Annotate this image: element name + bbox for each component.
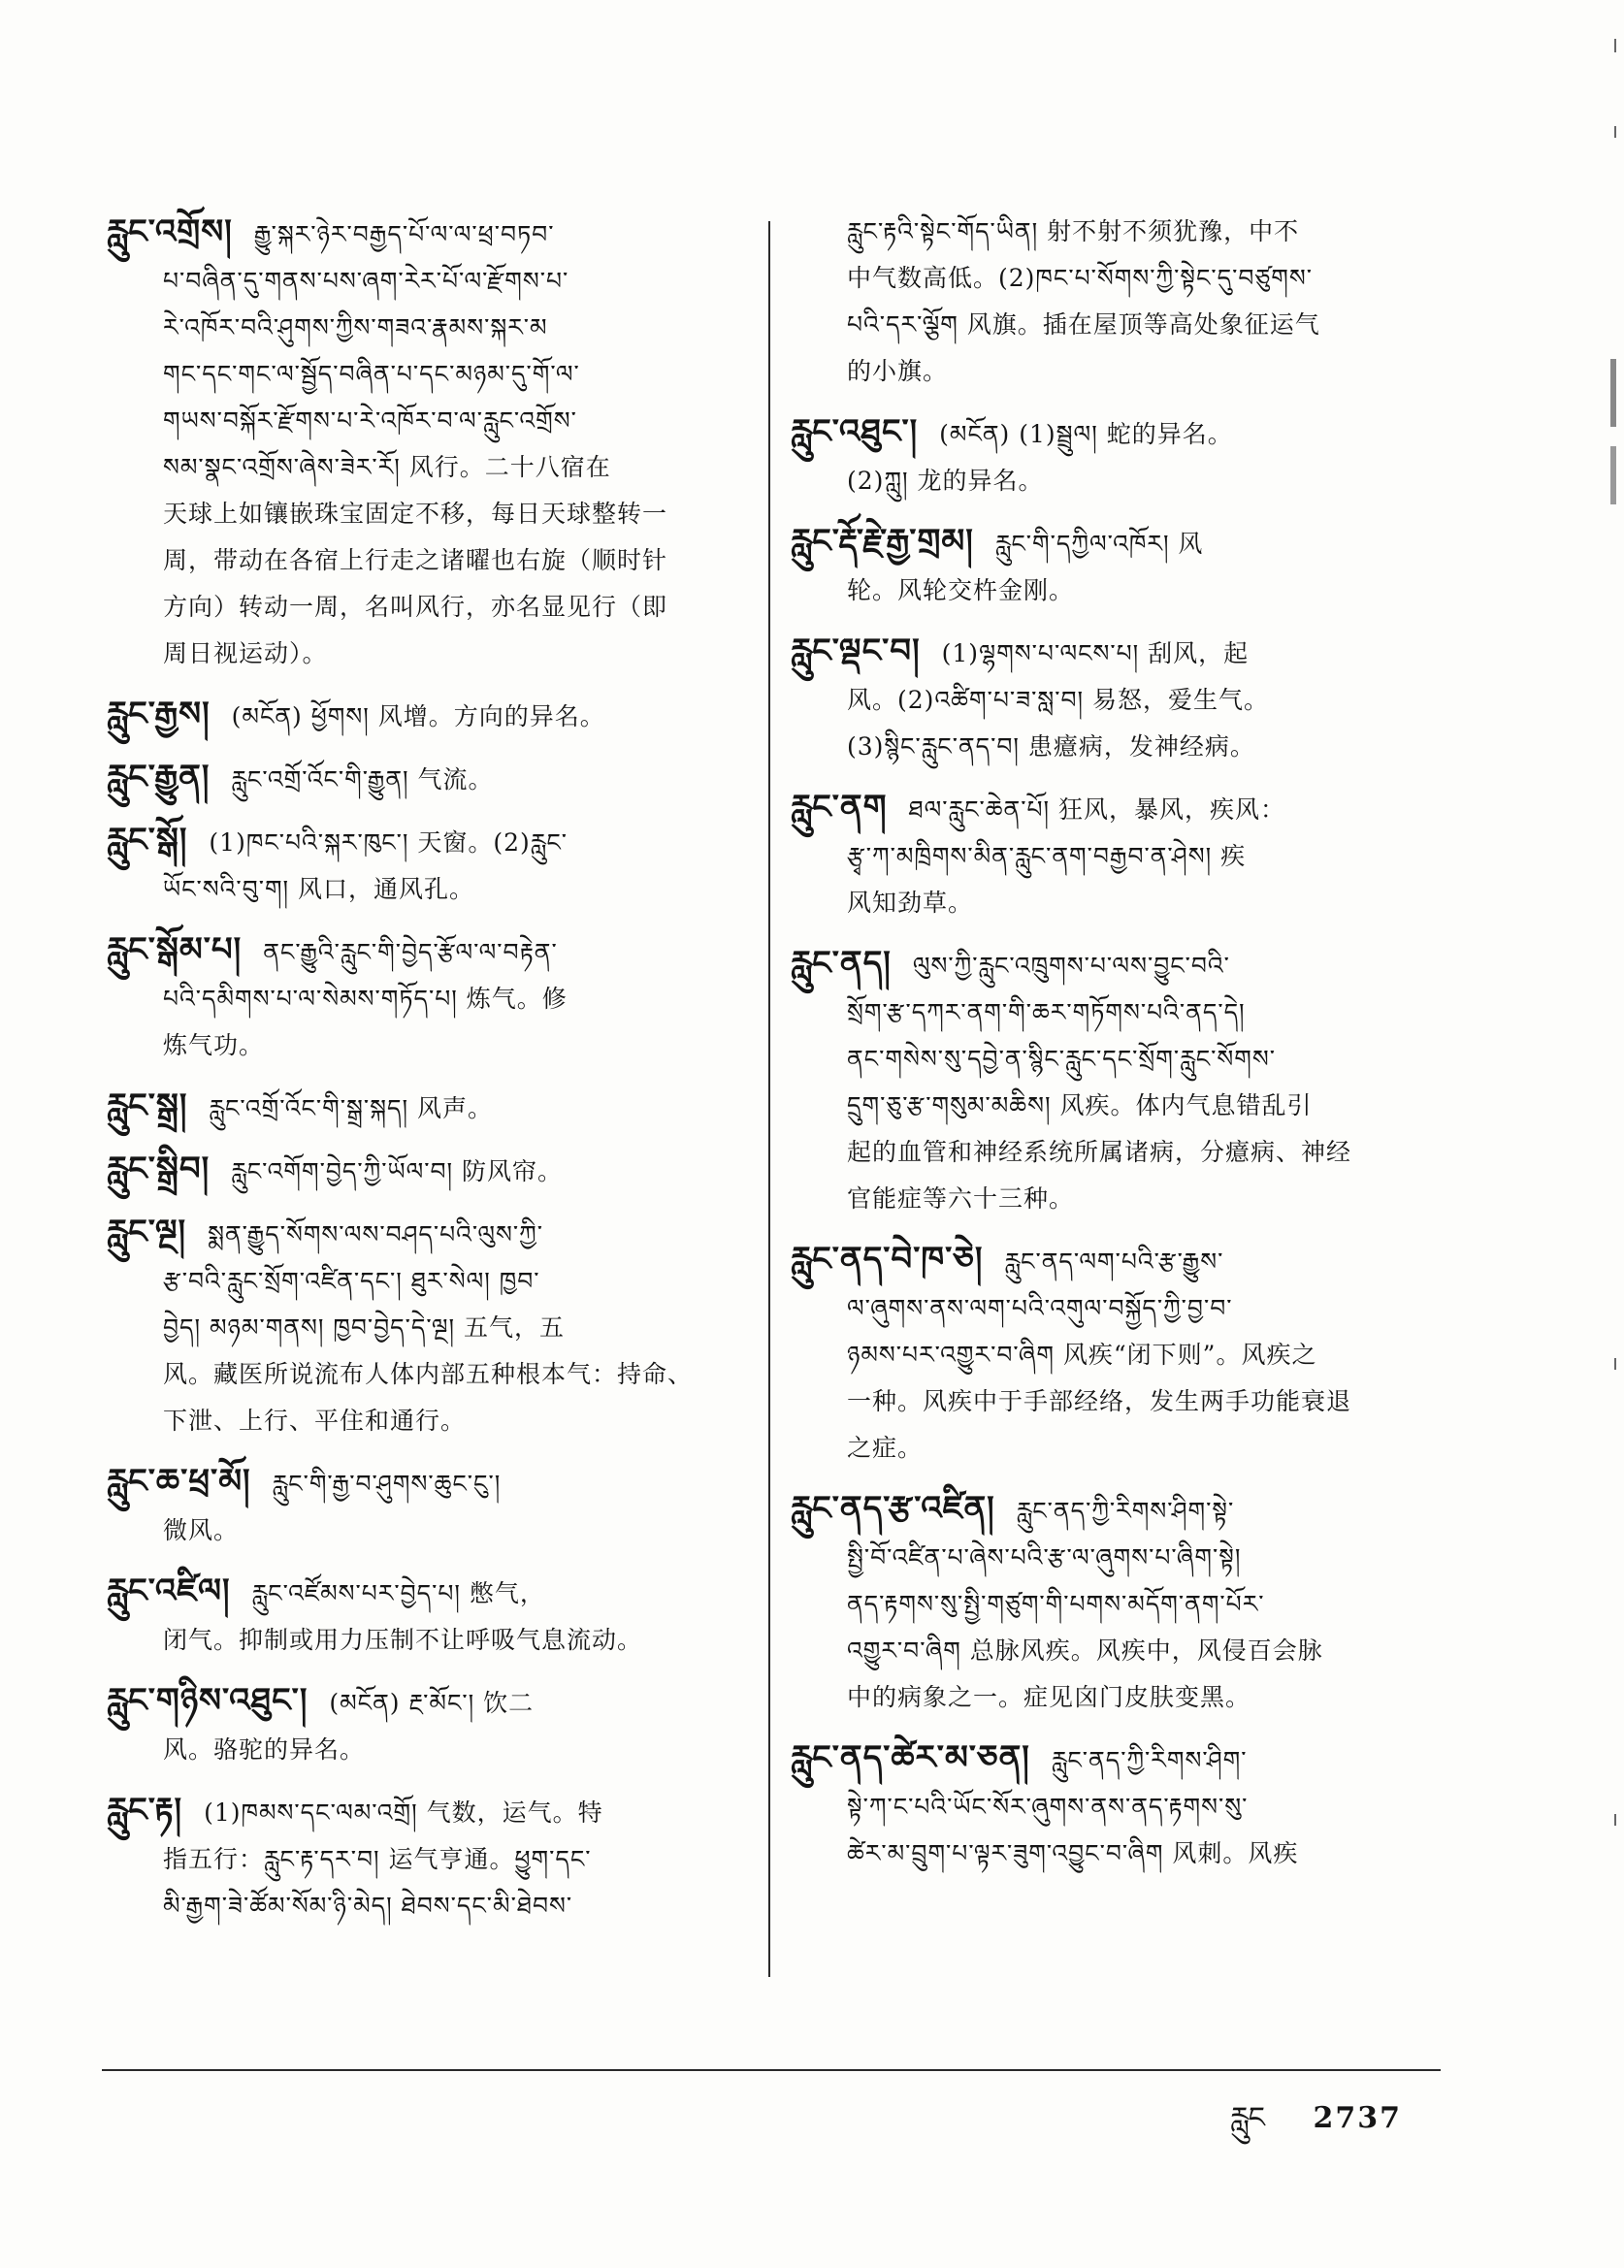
- entry-line: ཚེར་མ་བྲུག་པ་ལྟར་ཟུག་འབྱུང་བ་ཞིག 风刺。风疾: [847, 1839, 1299, 1867]
- entry-line: ཡོང་སའི་བུ་ག། 风口，通风孔。: [163, 875, 475, 903]
- entry-line: (2)ཀླུ། 龙的异名。: [847, 467, 1044, 495]
- entry-line: རླུང་འགོག་བྱེད་ཀྱི་ཡོལ་བ། 防风帘。: [231, 1157, 564, 1185]
- dictionary-entry: [107, 1568, 737, 1664]
- entry-headword: རླུང་ནད།: [791, 944, 892, 983]
- entry-line: 起的血管和神经系统所属诸病，分癔病、神经: [847, 1138, 1352, 1166]
- dictionary-entry: [107, 1146, 737, 1195]
- entry-line: (1)ཁམས་དང་ལམ་འགྲོ། 气数，运气。特: [204, 1798, 603, 1827]
- entry-line: 风知劲草。: [847, 889, 974, 917]
- entry-line: (1)ཁང་པའི་སྐར་ཁུང་། 天窗。(2)རླུང་: [209, 828, 568, 857]
- entry-line: རྩ་བའི་རླུང་སྲོག་འཛིན་དང་། ཐུར་སེལ། ཁྱབ་: [163, 1267, 540, 1295]
- entry-line: རླུང་རྟའི་སྟེང་གོད་ཡིན། 射不射不须犹豫，中不: [847, 217, 1300, 245]
- dictionary-entry: [107, 817, 737, 913]
- entry-line: ལུས་ཀྱི་རླུང་འཁྲུགས་པ་ལས་བྱུང་བའི་: [912, 952, 1230, 980]
- entry-line: གཡས་བསྐོར་རྫོགས་པ་རེ་འཁོར་བ་ལ་རླུང་འགྲོས་: [163, 406, 577, 435]
- dictionary-entry: [107, 1209, 737, 1444]
- entry-line: རླུང་ནད་ལག་པའི་རྩ་རྒྱུས་: [1004, 1247, 1224, 1276]
- entry-line: (མངོན) རྔ་མོང་། 饮二: [329, 1689, 535, 1717]
- entry-headword: རླུང་ཆ་ཕྲ་མོ།: [107, 1462, 251, 1501]
- entry-line: 方向）转动一周，名叫风行，亦名显见行（即: [163, 593, 668, 621]
- entry-line: ནད་རྟགས་སུ་སྤྱི་གཙུག་གི་པགས་མདོག་ནག་པོར་: [847, 1590, 1265, 1618]
- entry-line: ནང་གསེས་སུ་དབྱེ་ན་སྙིང་རླུང་དང་སྲོག་རླུང་སོགས་: [847, 1045, 1276, 1073]
- entry-line: སྤྱི་བོ་འཛིན་པ་ཞེས་པའི་རྩ་ལ་ཞུགས་པ་ཞིག་སྟེ།: [847, 1543, 1242, 1571]
- dictionary-entry: [791, 1236, 1431, 1472]
- entry-line: པའི་དམིགས་པ་ལ་སེམས་གཏོད་པ། 炼气。修: [163, 985, 568, 1013]
- entry-line: འགྱུར་བ་ཞིག 总脉风疾。风疾中，风侵百会脉: [847, 1636, 1323, 1665]
- dictionary-entry: [791, 628, 1431, 770]
- left-column: [107, 209, 737, 1943]
- dictionary-entry: [107, 691, 737, 740]
- entry-line: སྟེ་ཀ་ང་པའི་ཡོང་སོར་ཞུགས་ནས་ནད་རྟགས་སུ་: [847, 1793, 1249, 1821]
- entry-headword: རླུང་རྟ།: [107, 1791, 183, 1830]
- entry-headword: རླུང་རྒྱུན།: [107, 758, 211, 796]
- column-divider: [768, 221, 770, 1977]
- entry-line: 中气数高低。(2)ཁང་པ་སོགས་ཀྱི་སྟེང་དུ་བཙུགས་: [847, 264, 1313, 292]
- dictionary-entry: [107, 754, 737, 803]
- entry-line: 微风。: [163, 1516, 240, 1544]
- entry-line: རླུང་འཛོམས་པར་བྱེད་པ། 憋气，: [251, 1579, 545, 1607]
- entry-line: 闭气。抑制或用力压制不让呼吸气息流动。: [163, 1626, 643, 1654]
- entry-line: ནང་རྒྱུའི་རླུང་གི་བྱེད་རྩོལ་ལ་བརྟེན་: [263, 938, 558, 966]
- entry-line: རེ་འཁོར་བའི་ཤུགས་ཀྱིས་གཟའ་རྣམས་སྐར་མ: [163, 313, 548, 341]
- entry-line: 官能症等六十三种。: [847, 1184, 1075, 1213]
- dictionary-entry: [791, 1485, 1431, 1721]
- dictionary-entry: [107, 1083, 737, 1132]
- entry-line: 指五行：རླུང་རྟ་དར་བ། 运气亨通。ཕྱུག་དང་: [163, 1845, 592, 1873]
- entry-headword: རླུང་རྡོ་རྗེ་རྒྱ་གྲམ།: [791, 522, 974, 561]
- entry-headword: རླུང་སྒྲ།: [107, 1086, 188, 1125]
- entry-line: རླུང་འགྲོ་འོང་གི་སྒྲ་སྐད། 风声。: [209, 1094, 493, 1122]
- entry-line: བྱེད། མཉམ་གནས། ཁྱབ་བྱེད་དེ་ལྔ། 五气，五: [163, 1313, 566, 1342]
- entry-line: 轮。风轮交杵金刚。: [847, 576, 1075, 604]
- entry-line: རླུང་ནད་ཀྱི་རིགས་ཤིག་: [1051, 1746, 1248, 1774]
- entry-headword: རླུང་ནད་ཚེར་མ་ཅན།: [791, 1738, 1030, 1777]
- dictionary-entry: [791, 209, 1431, 395]
- entry-line: (མངོན) (1)སྦྲུལ། 蛇的异名。: [939, 420, 1233, 448]
- dictionary-entry: [107, 1677, 737, 1773]
- entry-headword: རླུང་གཉིས་འཐུང་།: [107, 1681, 309, 1720]
- entry-line: ཐལ་རླུང་ཆེན་པོ། 狂风，暴风，疾风：: [908, 795, 1286, 824]
- dictionary-entry: [107, 1458, 737, 1554]
- page-number: 2737: [1313, 2101, 1403, 2135]
- entry-headword: རླུང་ནད་རྩ་འཛིན།: [791, 1489, 995, 1528]
- entry-line: 的小旗。: [847, 357, 949, 385]
- dictionary-entry: [791, 518, 1431, 614]
- entry-line: གང་དང་གང་ལ་སྦྱོད་བཞིན་པ་དང་མཉམ་དུ་གོ་ལ་: [163, 360, 580, 388]
- entry-line: 风。(2)འཚིག་པ་ཟ་སླ་བ། 易怒，爱生气。: [847, 686, 1269, 714]
- entry-line: 一种。风疾中于手部经络，发生两手功能衰退: [847, 1387, 1352, 1415]
- dictionary-entry: [791, 784, 1431, 926]
- entry-line: རླུང་ནད་ཀྱི་རིགས་ཤིག་སྟེ་: [1016, 1497, 1235, 1525]
- right-column: [791, 209, 1431, 1891]
- entry-headword: རླུང་འཐུང་།: [791, 412, 919, 451]
- entry-line: པའི་དར་ལྕོག 风旗。插在屋顶等高处象征运气: [847, 310, 1320, 339]
- entry-headword: རླུང་འཛིལ།: [107, 1571, 231, 1610]
- entry-line: དྲུག་ཅུ་རྩ་གསུམ་མཆིས། 风疾。体内气息错乱引: [847, 1091, 1313, 1119]
- entry-line: 周日视运动）。: [163, 639, 328, 667]
- entry-headword: རླུང་སྒོ།: [107, 821, 188, 859]
- entry-line: 炼气功。: [163, 1031, 265, 1059]
- dictionary-entry: [791, 1734, 1431, 1877]
- dictionary-entry: [107, 209, 737, 677]
- entry-line: སྨན་རྒྱུད་སོགས་ལས་བཤད་པའི་ལུས་ཀྱི་: [208, 1220, 544, 1248]
- entry-headword: རླུང་ལྡང་བ།: [791, 632, 921, 670]
- entry-line: 之症。: [847, 1434, 924, 1462]
- dictionary-entry: [107, 926, 737, 1069]
- entry-line: 下泄、上行、平住和通行。: [163, 1407, 467, 1435]
- entry-line: སྲོག་རྩ་དཀར་ནག་གི་ཆར་གཏོགས་པའི་ནད་དེ།: [847, 998, 1246, 1026]
- entry-headword: རླུང་ལྔ།: [107, 1213, 187, 1251]
- entry-line: རླུང་གི་རྒྱ་བ་ཤུགས་ཆུང་ངུ་།: [272, 1470, 502, 1498]
- entry-line: ལ་ཞུགས་ནས་ལག་པའི་འགུལ་བསྐྱོད་ཀྱི་བྱ་བ་: [847, 1294, 1233, 1322]
- entry-headword: རླུང་ནད་བེ་ཁ་ཅེ།: [791, 1240, 984, 1279]
- entry-headword: རླུང་འགྲོས།: [107, 212, 233, 251]
- entry-line: སམ་སྣང་འགྲོས་ཞེས་ཟེར་རོ། 风行。二十八宿在: [163, 453, 611, 481]
- dictionary-entry: [791, 408, 1431, 504]
- entry-line: མི་རྒྱག་ཟེ་ཚོམ་སོམ་ཉི་མེད། ཐེབས་དང་མི་ཐེབས་: [163, 1892, 573, 1920]
- entry-line: 风。藏医所说流布人体内部五种根本气：持命、: [163, 1360, 694, 1388]
- entry-headword: རླུང་སྒོམ་པ།: [107, 930, 243, 969]
- entry-headword: རླུང་སྒྲིབ།: [107, 1150, 211, 1188]
- dictionary-entry: [791, 940, 1431, 1222]
- entry-line: (1)ལྷགས་པ་ལངས་པ། 刮风，起: [941, 639, 1250, 667]
- entry-line: 风。骆驼的异名。: [163, 1735, 366, 1764]
- entry-line: རླུང་གི་དཀྱིལ་འཁོར། 风: [994, 530, 1204, 558]
- entry-line: པ་བཞིན་དུ་གནས་པས་ཞག་རེར་པོ་ལ་རྫོགས་པ་: [163, 267, 569, 295]
- entry-line: 天球上如镶嵌珠宝固定不移，每日天球整转一: [163, 500, 668, 528]
- entry-line: རྒྱུ་སྐར་ཉེར་བརྒྱད་པོ་ལ་ལ་ཕྲ་བཏབ་: [253, 220, 555, 248]
- page-footer: [1230, 2086, 1402, 2167]
- entry-line: (མངོན) ཕྱོགས། 风增。方向的异名。: [231, 702, 605, 730]
- entry-line: (3)སྙིང་རླུང་ནད་བ། 患癔病，发神经病。: [847, 732, 1255, 761]
- entry-line: རྩྭ་ཀ་མཁྲིགས་མིན་རླུང་ནག་བརྒྱབ་ན་ཤེས། 疾: [847, 842, 1247, 870]
- footer-headword: རླུང: [1230, 2101, 1265, 2135]
- entry-headword: རླུང་ནག: [791, 788, 888, 826]
- entry-headword: རླུང་རྒྱས།: [107, 695, 211, 733]
- entry-line: 中的病象之一。症见囟门皮肤变黑。: [847, 1683, 1251, 1711]
- entry-line: རླུང་འགྲོ་འོང་གི་རྒྱུན། 气流。: [231, 765, 494, 794]
- dictionary-entry: [107, 1787, 737, 1929]
- entry-line: 周，带动在各宿上行走之诸曜也右旋（顺时针: [163, 546, 668, 574]
- entry-line: ཉམས་པར་འགྱུར་བ་ཞིག 风疾“闭下则”。风疾之: [847, 1341, 1317, 1369]
- footer-rule: [102, 2069, 1441, 2071]
